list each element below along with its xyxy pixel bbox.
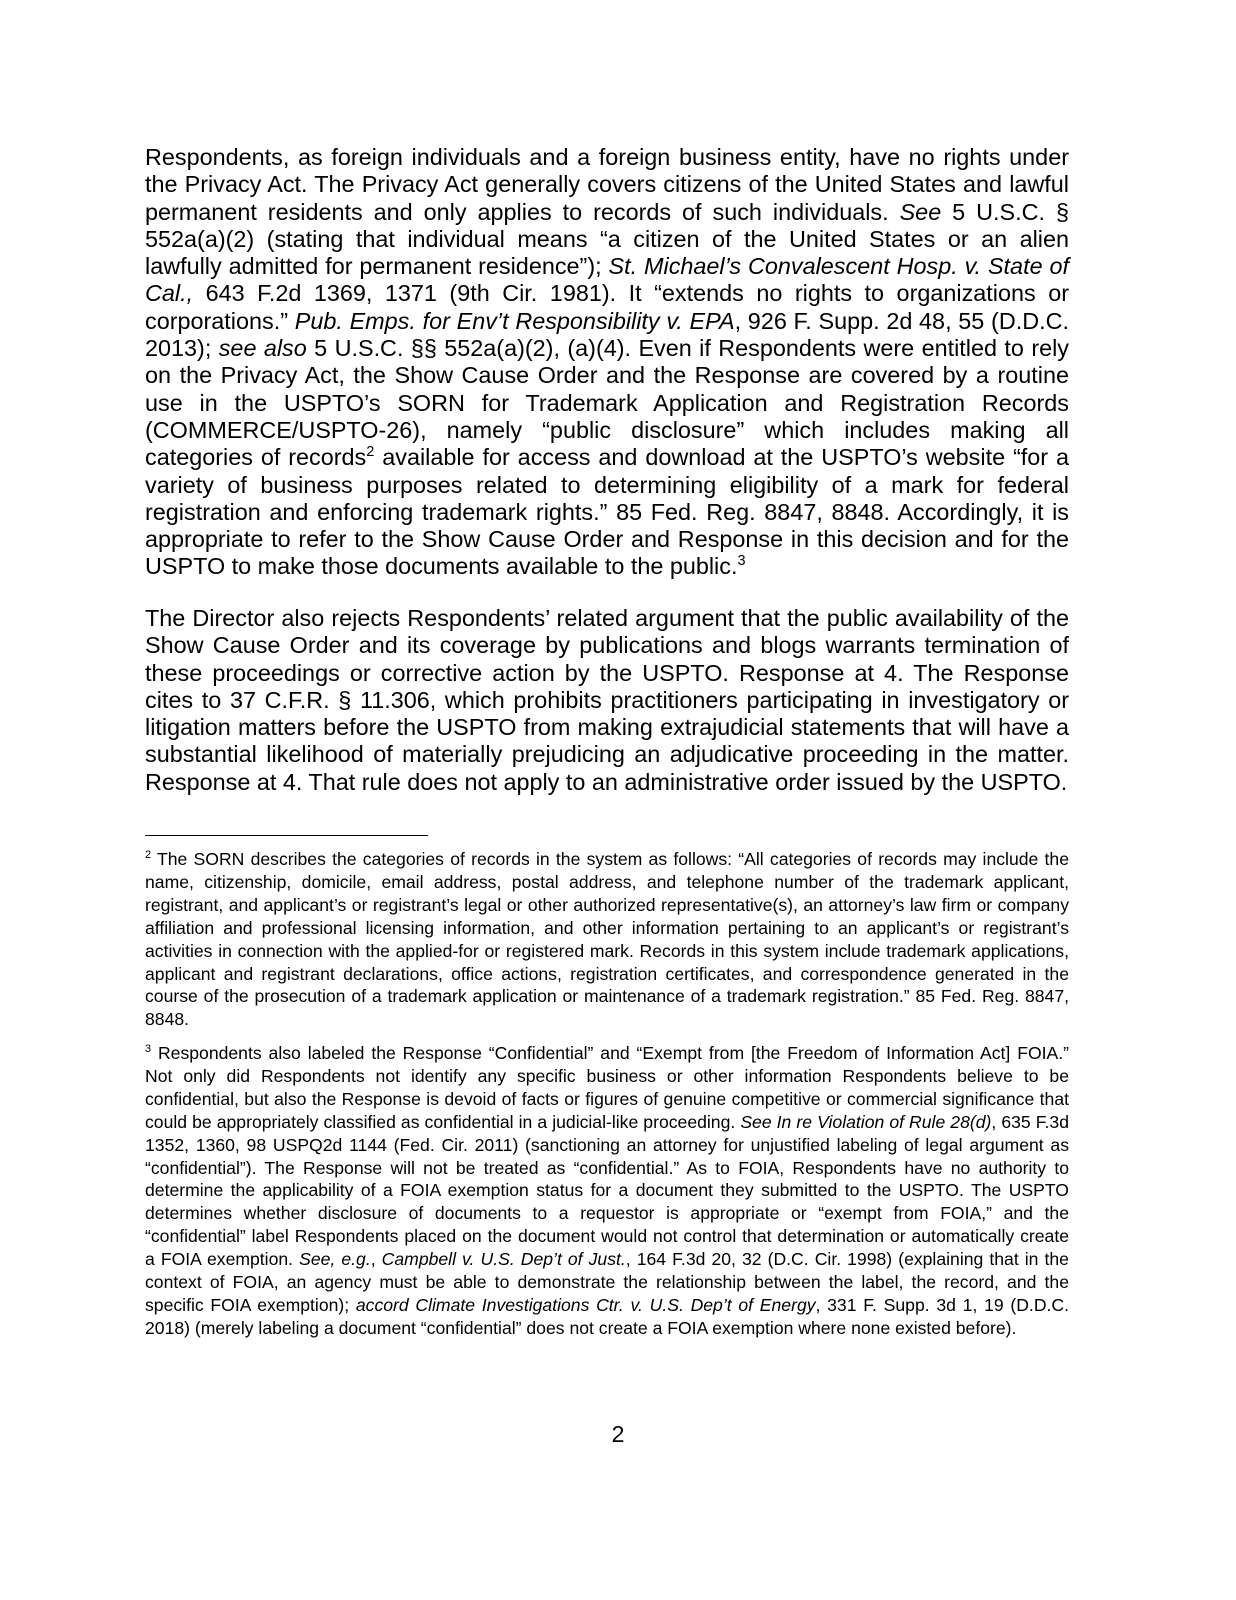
text-run: , 635 F.3d 1352, 1360, 98 USPQ2d 1144 (Fed. Cir. 2011) (sanctioning an attorney for unjustified labeling of legal argument as “confidential”). The Response will not be treated as “confidential.” As to FOIA, Respondents have no authority to determine the applicability of a FOIA exemption status for a document they submitted to the USPTO. The USPTO determines whether disclosure of documents to a requestor is appropriate or “exempt from FOIA,” and the “confidential” label Respondents placed on the document would not control that determination or automatically create a FOIA exemption. (145, 1111, 1069, 1270)
body-paragraph-public-availability: The Director also rejects Respondents’ related argument that the public availability of the Show Cause Order and its coverage by publications and blogs warrants termination of these proceedings or corrective action by the USPTO. Response at 4. The Response cites to 37 C.F.R. § 11.306, which prohibits practitioners participating in investigatory or litigation matters before the USPTO from making extrajudicial statements that will have a substantial likelihood of materially prejudicing an adjudicative proceeding in the matter. Response at 4. That rule does not apply to an administrative order issued by the USPTO. (145, 605, 1069, 795)
case-name: accord Climate Investigations Ctr. v. U.S. Dep’t of Energy (355, 1294, 816, 1315)
text-run: , 926 F. Supp. 2d 48, 55 (D.D.C. 2013); (145, 307, 1069, 362)
footnote-2 (145, 848, 1069, 1031)
footnote-3 (145, 1042, 1069, 1340)
text-run: 5 U.S.C. § 552a(a)(2) (stating that individual means “a citizen of the United States or an alien lawfully admitted for permanent residence”); (145, 198, 1069, 280)
footnote-marker: 3 (145, 1043, 152, 1056)
footnote-text: The SORN describes the categories of records in the system as follows: “All categories of records may include the name, citizenship, domicile, email address, postal address, and telephone number of the trademark applicant, registrant, and applicant’s or registrant’s legal or other authorized representative(s), an attorney’s law firm or company affiliation and professional licensing information, and other information pertaining to an applicant’s or registrant’s activities in connection with the applied-for or registered mark. Records in this system include trademark applications, applicant and registrant declarations, office actions, registration certificates, and correspondence generated in the course of the prosecution of a trademark application or maintenance of a trademark registration.” 85 Fed. Reg. 8847, 8848. (145, 849, 1069, 1030)
case-name: Campbell v. U.S. Dep’t of Just. (381, 1249, 626, 1270)
text-run: 643 F.2d 1369, 1371 (9th Cir. 1981). It “extends no rights to organizations or corporations.” (145, 280, 1069, 334)
body-paragraph-privacy-act (145, 144, 1069, 581)
citation-signal: See (899, 198, 942, 225)
page-number: 2 (611, 1421, 625, 1447)
case-name: See In re Violation of Rule 28(d) (740, 1111, 992, 1132)
footnote-reference-3[interactable]: 3 (737, 553, 746, 570)
text-run: Respondents, as foreign individuals and a foreign business entity, have no rights under the Privacy Act. The Privacy Act generally covers citizens of the United States and lawful permanent residents and only applies to records of such individuals. (145, 144, 1069, 225)
text-run: , 164 F.3d 20, 32 (D.C. Cir. 1998) (explaining that in the context of FOIA, an agency must be able to demonstrate the relationship between the label, the record, and the specific FOIA exemption); (145, 1249, 1069, 1315)
case-name: Pub. Emps. for Env’t Responsibility v. EPA (294, 307, 735, 334)
text-run: , 331 F. Supp. 3d 1, 19 (D.D.C. 2018) (merely labeling a document “confidential” does not create a FOIA exemption where none existed before). (145, 1294, 1070, 1338)
footnote-reference-2[interactable]: 2 (366, 444, 375, 461)
text-run: 5 U.S.C. §§ 552a(a)(2), (a)(4). Even if Respondents were entitled to rely on the Privacy Act, the Show Cause Order and the Response are covered by a routine use in the USPTO’s SORN for Trademark Application and Registration Records (COMMERCE/USPTO-26), namely “public disclosure” which includes making all categories of records (145, 335, 1070, 471)
text-run: , (370, 1249, 382, 1270)
case-name: St. Michael’s Convalescent Hosp. v. State of Cal., (145, 253, 1069, 307)
footnote-marker: 2 (145, 849, 152, 862)
text-run: available for access and download at the USPTO’s website “for a variety of business purposes related to determining eligibility of a mark for federal registration and enforcing trademark rights.” 85 Fed. Reg. 8847, 8848. Accordingly, it is appropriate to refer to the Show Cause Order and Response in this decision and for the USPTO to make those documents available to the public. (145, 444, 1069, 580)
footnote-separator (145, 835, 428, 836)
text-run: Respondents also labeled the Response “Confidential” and “Exempt from [the Freedom of Information Act] FOIA.” Not only did Respondents not identify any specific business or other information Respondents believe to be confidential, but also the Response is devoid of facts or figures of genuine competitive or commercial significance that could be appropriately classified as confidential in a judicial-like proceeding. (145, 1043, 1069, 1132)
citation-signal: see also (218, 335, 307, 362)
citation-signal: See, e.g. (299, 1249, 371, 1270)
